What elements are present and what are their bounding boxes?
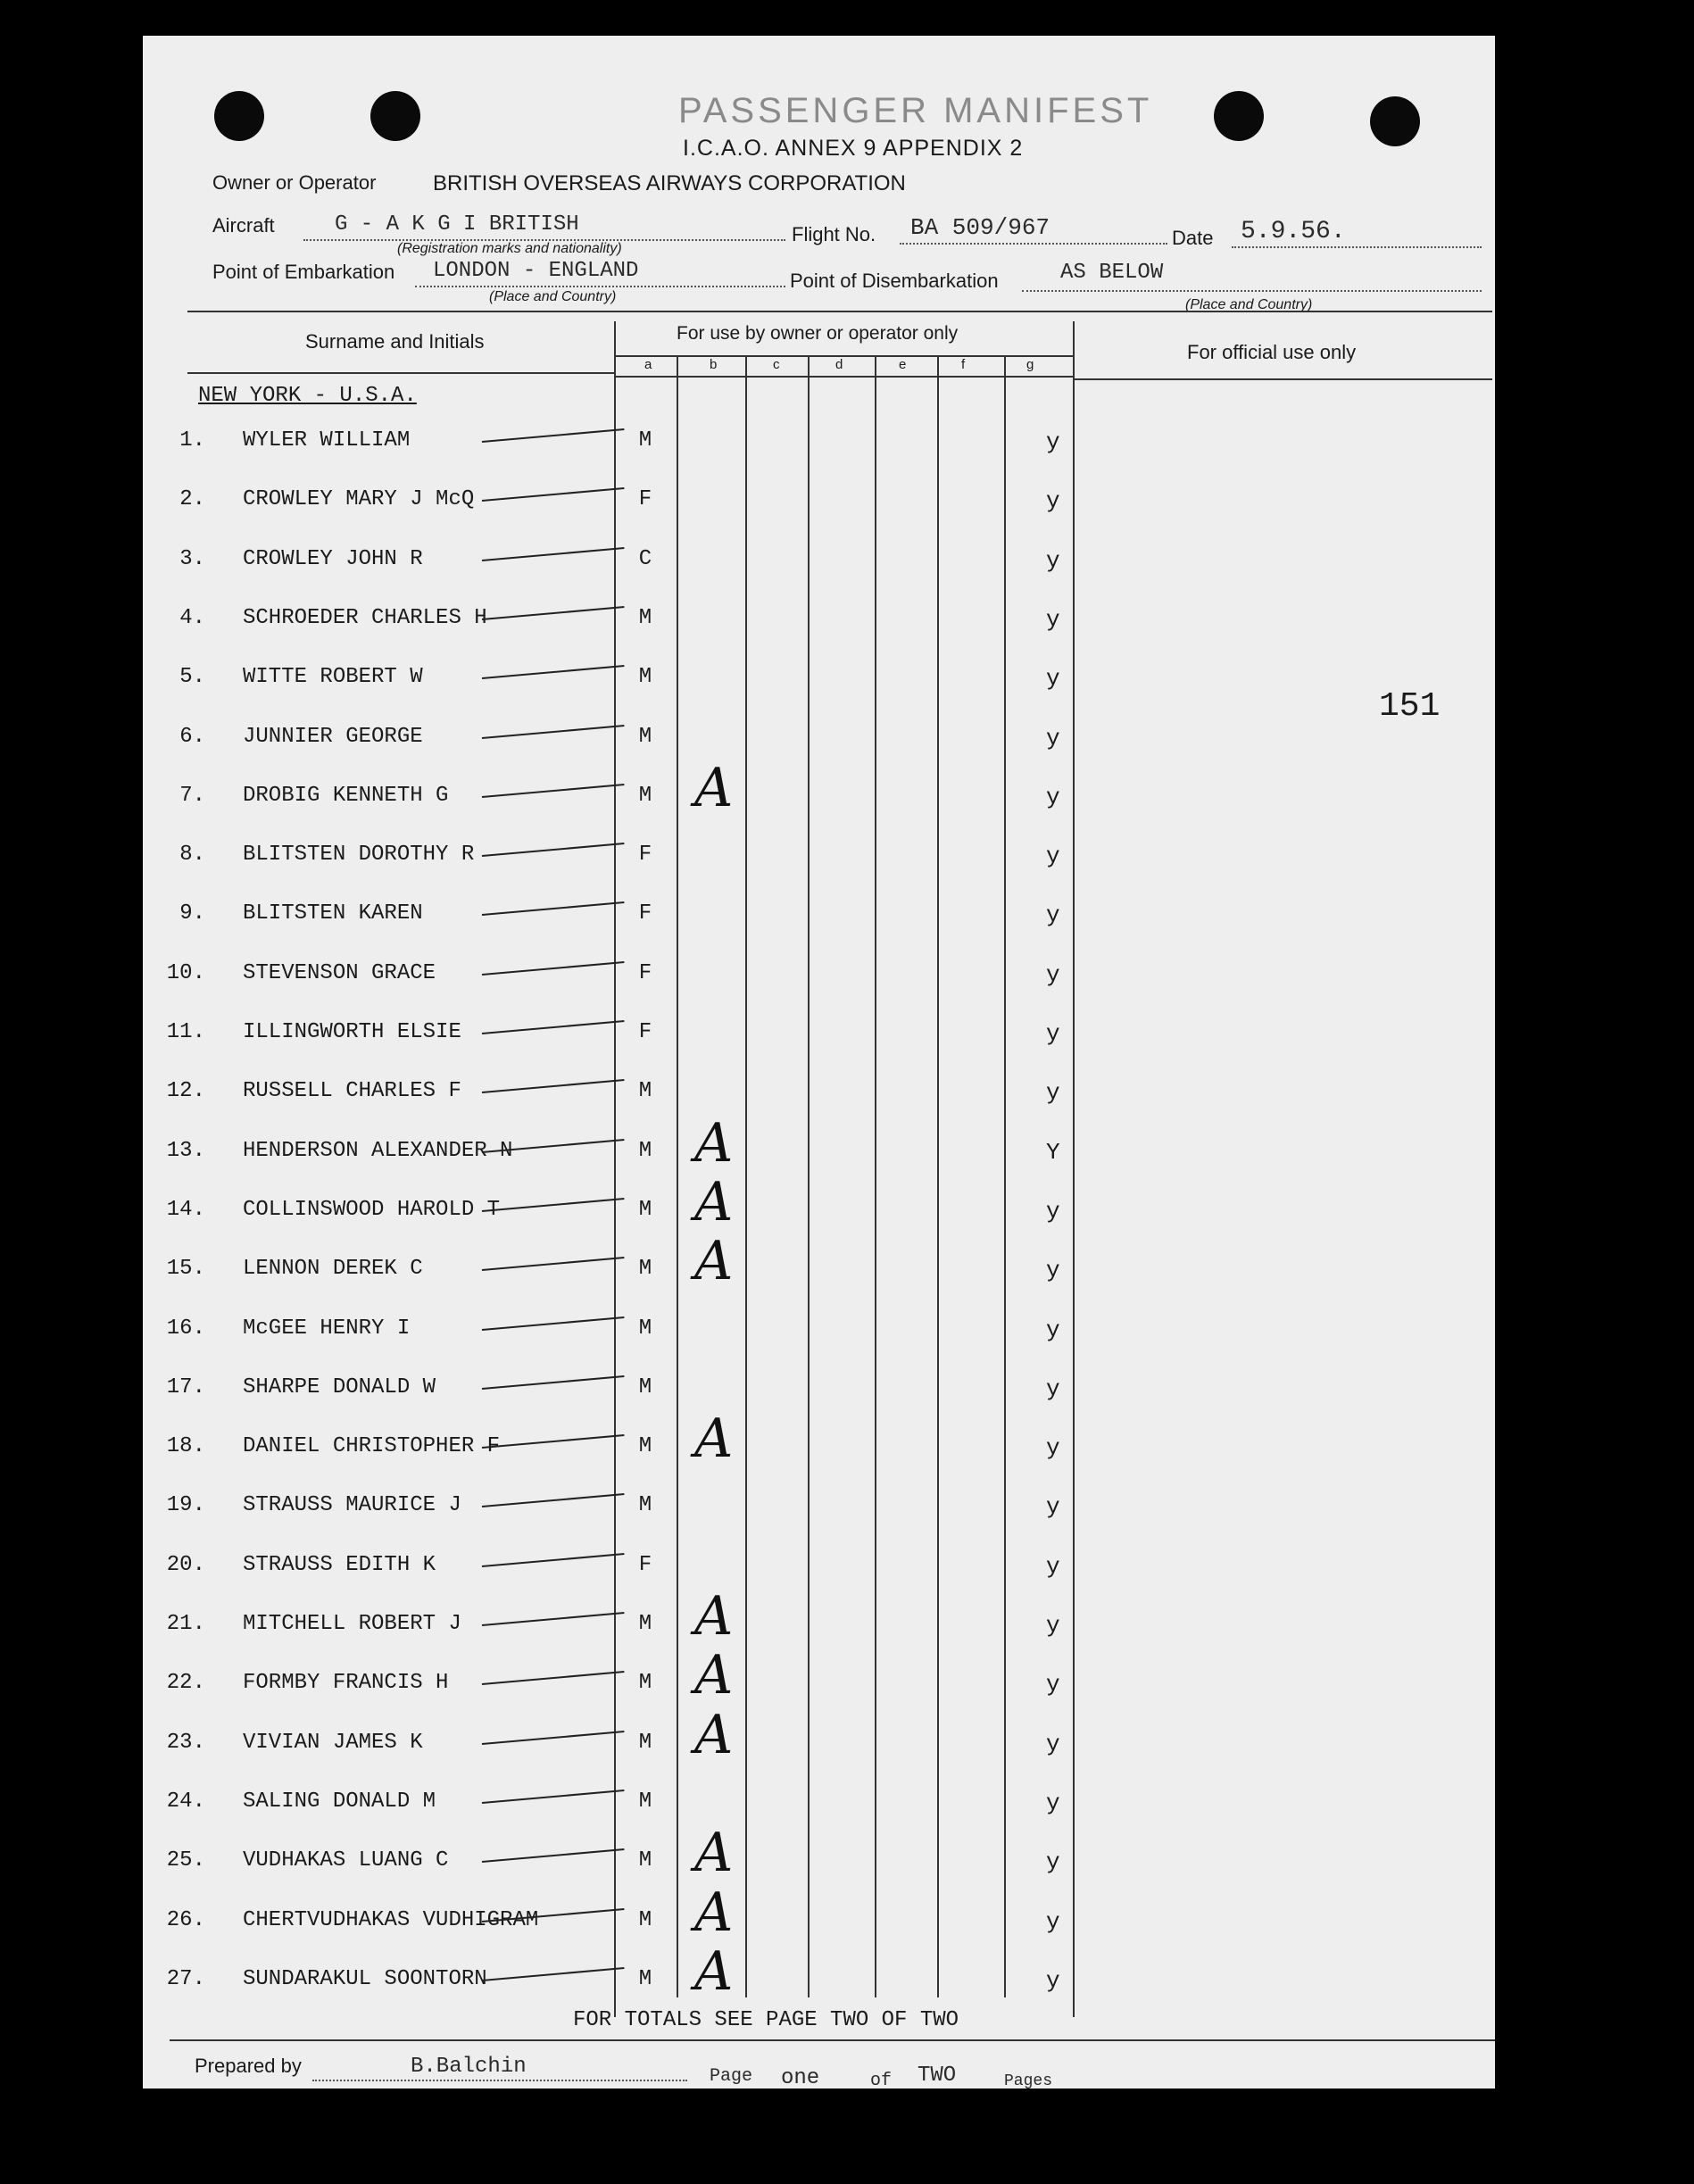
column-g-check: y — [1046, 1671, 1060, 1698]
handwritten-mark-a: A — [694, 1644, 734, 1707]
column-g-check: y — [1046, 1731, 1060, 1757]
pen-stroke — [482, 1257, 625, 1271]
passenger-sex: M — [638, 1967, 652, 1991]
pen-stroke — [482, 547, 625, 561]
page-value: one — [781, 2066, 820, 2090]
row-number: 23. — [166, 1731, 205, 1755]
aircraft-hint: (Registration marks and nationality) — [397, 241, 622, 256]
embarkation-label: Point of Embarkation — [212, 261, 395, 283]
row-number: 25. — [166, 1848, 205, 1873]
pen-stroke — [482, 901, 625, 916]
flight-value: BA 509/967 — [910, 214, 1050, 241]
passenger-sex: M — [638, 1848, 652, 1873]
total-pages-value: TWO — [918, 2064, 957, 2088]
column-g-check: y — [1046, 784, 1060, 810]
passenger-sex: F — [638, 487, 652, 511]
passenger-sex: M — [638, 1908, 652, 1932]
column-g-check: Y — [1046, 1139, 1060, 1166]
subcol-c: c — [773, 357, 780, 372]
column-g-check: y — [1046, 1612, 1060, 1639]
pen-stroke — [482, 1790, 625, 1804]
row-number: 9. — [179, 901, 205, 926]
page-label: Page — [710, 2066, 753, 2087]
column-g-check: y — [1046, 1790, 1060, 1816]
row-number: 27. — [166, 1967, 205, 1991]
pen-stroke — [482, 487, 625, 502]
manifest-subtitle: I.C.A.O. ANNEX 9 APPENDIX 2 — [683, 136, 1024, 161]
column-g-check: y — [1046, 1079, 1060, 1106]
manifest-sheet — [143, 36, 1495, 2089]
disembarkation-label: Point of Disembarkation — [790, 270, 999, 292]
passenger-name: MITCHELL ROBERT J — [243, 1612, 461, 1636]
handwritten-mark-a: A — [694, 1940, 734, 2003]
passenger-sex: F — [638, 843, 652, 867]
column-g-check: y — [1046, 1375, 1060, 1402]
row-number: 20. — [166, 1553, 205, 1577]
pen-stroke — [482, 1493, 625, 1507]
column-g-check: y — [1046, 487, 1060, 514]
passenger-sex: M — [638, 1079, 652, 1103]
passenger-name: DROBIG KENNETH G — [243, 784, 449, 808]
row-number: 26. — [166, 1908, 205, 1932]
passenger-sex: M — [638, 665, 652, 689]
col-name-header: Surname and Initials — [305, 330, 485, 353]
official-reference-number: 151 — [1379, 687, 1441, 726]
column-g-check: y — [1046, 1967, 1060, 1994]
pen-stroke — [482, 784, 625, 798]
passenger-name: WYLER WILLIAM — [243, 428, 411, 453]
passenger-name: BLITSTEN DOROTHY R — [243, 843, 475, 867]
embarkation-hint: (Place and Country) — [489, 289, 617, 304]
passenger-name: JUNNIER GEORGE — [243, 725, 423, 749]
of-label: of — [870, 2071, 893, 2091]
punch-hole — [1214, 91, 1264, 141]
flight-label: Flight No. — [792, 223, 876, 245]
embarkation-value: LONDON - ENGLAND — [433, 259, 639, 283]
passenger-name: COLLINSWOOD HAROLD T — [243, 1198, 501, 1222]
column-g-check: y — [1046, 1020, 1060, 1047]
subcol-f: f — [961, 357, 966, 372]
passenger-name: WITTE ROBERT W — [243, 665, 423, 689]
passenger-name: VUDHAKAS LUANG C — [243, 1848, 449, 1873]
handwritten-mark-a: A — [694, 757, 734, 819]
pen-stroke — [482, 1198, 625, 1212]
column-g-check: y — [1046, 1434, 1060, 1461]
handwritten-mark-a: A — [694, 1881, 734, 1944]
passenger-sex: M — [638, 1375, 652, 1399]
passenger-name: DANIEL CHRISTOPHER F — [243, 1434, 501, 1458]
handwritten-mark-a: A — [694, 1408, 734, 1470]
row-number: 4. — [179, 606, 205, 630]
row-number: 14. — [166, 1198, 205, 1222]
passenger-sex: M — [638, 1139, 652, 1163]
passenger-name: RUSSELL CHARLES F — [243, 1079, 461, 1103]
passenger-name: SHARPE DONALD W — [243, 1375, 436, 1399]
column-g-check: y — [1046, 665, 1060, 692]
row-number: 8. — [179, 843, 205, 867]
row-number: 12. — [166, 1079, 205, 1103]
prepared-value: B.Balchin — [411, 2055, 527, 2079]
pen-stroke — [482, 1434, 625, 1449]
pen-stroke — [482, 1967, 625, 1981]
pen-stroke — [482, 1848, 625, 1863]
pen-stroke — [482, 725, 625, 739]
punch-hole — [370, 91, 420, 141]
column-g-check: y — [1046, 1848, 1060, 1875]
passenger-sex: C — [638, 547, 652, 571]
passenger-name: SALING DONALD M — [243, 1790, 436, 1814]
passenger-sex: M — [638, 1434, 652, 1458]
passenger-name: McGEE HENRY I — [243, 1316, 411, 1341]
handwritten-mark-a: A — [694, 1822, 734, 1884]
totals-note: FOR TOTALS SEE PAGE TWO OF TWO — [573, 2008, 959, 2032]
column-g-check: y — [1046, 725, 1060, 752]
row-number: 1. — [179, 428, 205, 453]
pen-stroke — [482, 1553, 625, 1567]
column-g-check: y — [1046, 843, 1060, 869]
passenger-sex: F — [638, 1020, 652, 1044]
column-g-check: y — [1046, 606, 1060, 633]
row-number: 18. — [166, 1434, 205, 1458]
owner-label: Owner or Operator — [212, 171, 377, 194]
passenger-name: STRAUSS MAURICE J — [243, 1493, 461, 1517]
date-label: Date — [1172, 227, 1214, 249]
disembarkation-value: AS BELOW — [1060, 261, 1164, 285]
aircraft-value: G - A K G I BRITISH — [335, 212, 579, 237]
pen-stroke — [482, 665, 625, 679]
handwritten-mark-a: A — [694, 1230, 734, 1292]
pen-stroke — [482, 1375, 625, 1390]
passenger-sex: M — [638, 725, 652, 749]
pen-stroke — [482, 606, 625, 620]
column-g-check: y — [1046, 961, 1060, 988]
row-number: 11. — [166, 1020, 205, 1044]
col-official-header: For official use only — [1187, 341, 1357, 363]
passenger-sex: M — [638, 784, 652, 808]
row-number: 6. — [179, 725, 205, 749]
column-g-check: y — [1046, 1553, 1060, 1580]
passenger-name: STEVENSON GRACE — [243, 961, 436, 985]
handwritten-mark-a: A — [694, 1112, 734, 1175]
row-number: 22. — [166, 1671, 205, 1695]
pen-stroke — [482, 961, 625, 976]
pen-stroke — [482, 428, 625, 443]
passenger-name: FORMBY FRANCIS H — [243, 1671, 449, 1695]
passenger-sex: M — [638, 606, 652, 630]
passenger-name: STRAUSS EDITH K — [243, 1553, 436, 1577]
passenger-sex: M — [638, 1790, 652, 1814]
passenger-sex: M — [638, 1493, 652, 1517]
column-g-check: y — [1046, 547, 1060, 574]
subcol-e: e — [899, 357, 907, 372]
col-owner-header: For use by owner or operator only — [677, 323, 959, 344]
row-number: 21. — [166, 1612, 205, 1636]
handwritten-mark-a: A — [694, 1704, 734, 1766]
aircraft-label: Aircraft — [212, 214, 275, 237]
column-g-check: y — [1046, 1198, 1060, 1225]
passenger-name: VIVIAN JAMES K — [243, 1731, 423, 1755]
prepared-label: Prepared by — [195, 2055, 302, 2077]
column-g-check: y — [1046, 1908, 1060, 1935]
row-number: 2. — [179, 487, 205, 511]
passenger-sex: F — [638, 1553, 652, 1577]
column-g-check: y — [1046, 428, 1060, 455]
passenger-sex: M — [638, 1316, 652, 1341]
section-heading: NEW YORK - U.S.A. — [198, 384, 417, 408]
passenger-sex: M — [638, 1731, 652, 1755]
row-number: 15. — [166, 1257, 205, 1281]
subcol-d: d — [835, 357, 843, 372]
pen-stroke — [482, 1731, 625, 1745]
pages-label: Pages — [1004, 2072, 1053, 2090]
passenger-name: BLITSTEN KAREN — [243, 901, 423, 926]
row-number: 13. — [166, 1139, 205, 1163]
subcol-a: a — [644, 357, 652, 372]
passenger-name: CROWLEY MARY J McQ — [243, 487, 475, 511]
handwritten-mark-a: A — [694, 1585, 734, 1648]
passenger-name: LENNON DEREK C — [243, 1257, 423, 1281]
passenger-name: CHERTVUDHAKAS VUDHIGRAM — [243, 1908, 539, 1932]
passenger-name: CROWLEY JOHN R — [243, 547, 423, 571]
column-g-check: y — [1046, 1493, 1060, 1520]
column-g-check: y — [1046, 901, 1060, 928]
passenger-name: HENDERSON ALEXANDER N — [243, 1139, 513, 1163]
handwritten-mark-a: A — [694, 1171, 734, 1233]
pen-stroke — [482, 1079, 625, 1093]
date-value: 5.9.56. — [1241, 218, 1346, 245]
subcol-g: g — [1026, 357, 1034, 372]
punch-hole — [214, 91, 264, 141]
row-number: 17. — [166, 1375, 205, 1399]
punch-hole — [1370, 96, 1420, 146]
passenger-sex: M — [638, 1198, 652, 1222]
passenger-name: SUNDARAKUL SOONTORN — [243, 1967, 487, 1991]
disembarkation-hint: (Place and Country) — [1185, 297, 1313, 312]
row-number: 7. — [179, 784, 205, 808]
subcol-b: b — [710, 357, 718, 372]
pen-stroke — [482, 1316, 625, 1331]
column-g-check: y — [1046, 1257, 1060, 1283]
pen-stroke — [482, 1671, 625, 1685]
passenger-name: SCHROEDER CHARLES H — [243, 606, 487, 630]
passenger-name: ILLINGWORTH ELSIE — [243, 1020, 461, 1044]
row-number: 10. — [166, 961, 205, 985]
pen-stroke — [482, 1020, 625, 1034]
row-number: 19. — [166, 1493, 205, 1517]
row-number: 24. — [166, 1790, 205, 1814]
owner-value: BRITISH OVERSEAS AIRWAYS CORPORATION — [433, 171, 906, 195]
row-number: 5. — [179, 665, 205, 689]
passenger-sex: M — [638, 1257, 652, 1281]
passenger-sex: F — [638, 901, 652, 926]
passenger-sex: M — [638, 1612, 652, 1636]
passenger-sex: M — [638, 1671, 652, 1695]
passenger-sex: F — [638, 961, 652, 985]
pen-stroke — [482, 843, 625, 857]
column-g-check: y — [1046, 1316, 1060, 1343]
manifest-title: PASSENGER MANIFEST — [678, 91, 1153, 130]
row-number: 3. — [179, 547, 205, 571]
passenger-sex: M — [638, 428, 652, 453]
pen-stroke — [482, 1612, 625, 1626]
row-number: 16. — [166, 1316, 205, 1341]
